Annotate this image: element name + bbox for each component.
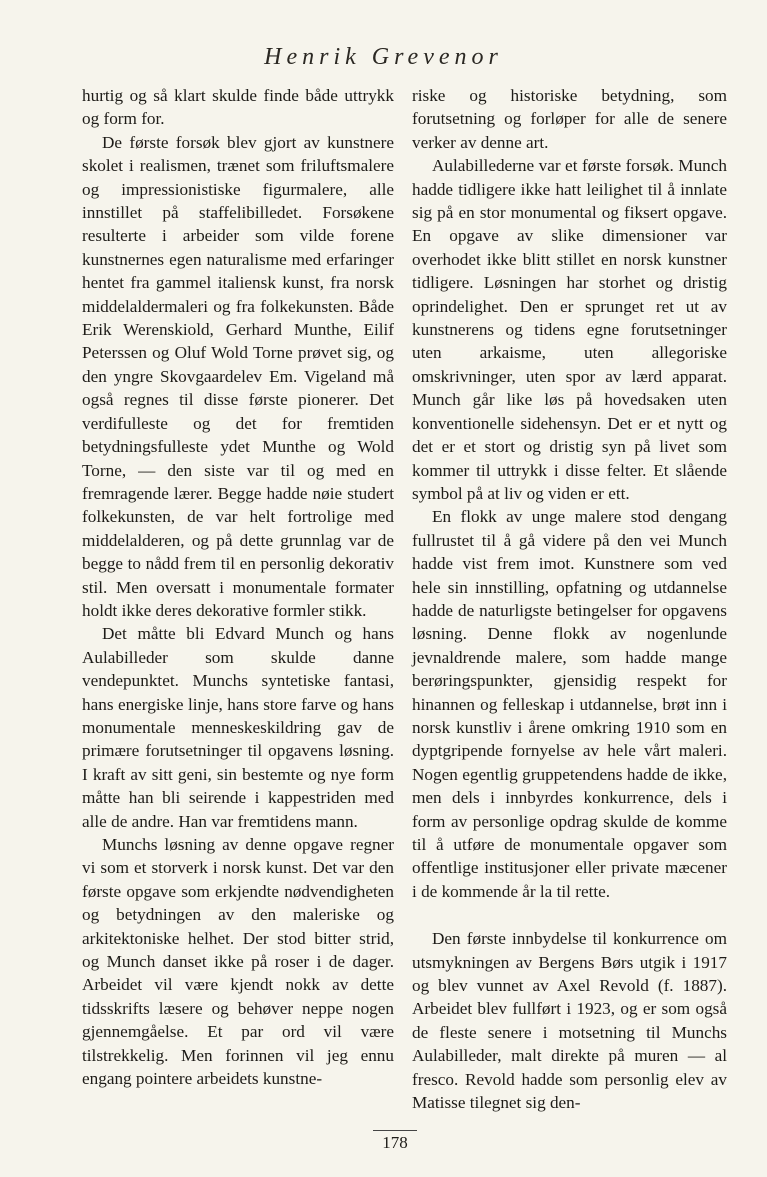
running-header: Henrik Grevenor bbox=[264, 44, 503, 70]
paragraph: De første forsøk blev gjort av kunstnere skolet i realismen, trænet som friluftsmalere og impressionistiske figurmalere, alle innstillet på staffelibilledet. Forsøkene resulterte i arbeider som vilde forene kunstnernes egen naturalisme med erfaringer hentet fra gammel italiensk kunst, fra norsk middelaldermaleri og fra folkekunsten. Både Erik Werenskiold, Gerhard Munthe, Eilif Peterssen og Oluf Wold Torne prøvet sig, og den yngre Skovgaardelev Em. Vigeland må også regnes til disse første pionerer. Det verdifulleste og det for fremtiden betydningsfulleste ydet Munthe og Wold Torne, — den siste var til og med en fremragende lærer. Begge hadde nøie studert folkekunsten, de var helt fortrolige med middelalderen, og på dette grunnlag var de begge to nådd frem til en personlig dekorativ stil. Men oversatt i monumentale formater holdt ikke deres dekorative formler stikk. bbox=[82, 132, 394, 620]
paragraph: Munchs løsning av denne opgave regner vi som et storverk i norsk kunst. Det var den første opgave som erkjendte nødvendigheten og betydningen av den maleriske og arkitektoniske helhet. Der stod bitter strid, og Munch danset ikke på roser i de dager. Arbeidet vil være kjendt nokk av dette tidsskrifts læsere og behøver neppe nogen gjennemgåelse. Et par ord vil være tilstrekkelig. Men forinnen vil jeg ennu engang pointere arbeidets kunstne- bbox=[82, 835, 394, 1089]
paragraph: Den første innbydelse til konkurrence om utsmykningen av Bergens Børs utgik i 1917 og blev vunnet av Axel Revold (f. 1887). Arbeidet blev fullført i 1923, og er som også de fleste senere i motsetning til Munchs Aulabilleder, malt direkte på muren — al fresco. Revold hadde som personlig elev av Matisse tilegnet sig den- bbox=[412, 929, 727, 1113]
page-number bbox=[370, 1130, 420, 1153]
right-column bbox=[412, 84, 727, 1114]
paragraph: hurtig og så klart skulde finde både uttrykk og form for. bbox=[82, 86, 394, 129]
paragraph: En flokk av unge malere stod dengang fullrustet til å gå videre på den vei Munch hadde vist frem imot. Kunstnere som ved hele sin innstilling, opfatning og utdannelse hadde de naturligste betingelser for opgavens løsning. Denne flokk av nogenlunde jevnaldrende malere, som hadde mange berøringspunkter, gjensidig respekt for hinannen og felleskap i utdannelse, brøt inn i norsk kunstliv i årene omkring 1910 som en dyptgripende fornyelse av hele vårt maleri. Nogen egentlig gruppetendens hadde de ikke, men dels i innbyrdes konkurrence, dels i form av personlige opdrag skulde de komme til å utføre de monumentale opgaver som offentlige institusjoner eller private mæcener i de kommende år la til rette. bbox=[412, 507, 727, 901]
paragraph: Det måtte bli Edvard Munch og hans Aulabilleder som skulde danne vendepunktet. Munchs syntetiske fantasi, hans energiske linje, hans store farve og hans monumentale menneskeskildring gav de primære forutsetninger til opgavens løsning. I kraft av sitt geni, sin bestemte og nye form måtte han bli seirende i kappestriden med alle de andre. Han var fremtidens mann. bbox=[82, 624, 394, 831]
paragraph: Aulabillederne var et første forsøk. Munch hadde tidligere ikke hatt leilighet til å innlate sig på en stor monumental og fiksert opgave. En opgave av slike dimensioner var overhodet ikke blitt stillet en norsk kunstner tidligere. Løsningen har storhet og dristig oprindelighet. Den er sprunget ret ut av kunstnerens og tidens egne forutsetninger uten arkaisme, uten allegoriske omskrivninger, uten spor av lærd apparat. Munch går like løs på hovedsaken uten konventionelle sidehensyn. Det er et nytt og det er et stort og dristig syn på livet som kommer til uttrykk i disse felter. Et slående symbol på at liv og viden er ett. bbox=[412, 156, 727, 503]
paragraph: riske og historiske betydning, som forutsetning og forløper for alle de senere verker av denne art. bbox=[412, 86, 727, 152]
page-number-text: 178 bbox=[382, 1133, 408, 1152]
left-column bbox=[82, 84, 394, 1090]
folio-rule bbox=[373, 1130, 417, 1131]
